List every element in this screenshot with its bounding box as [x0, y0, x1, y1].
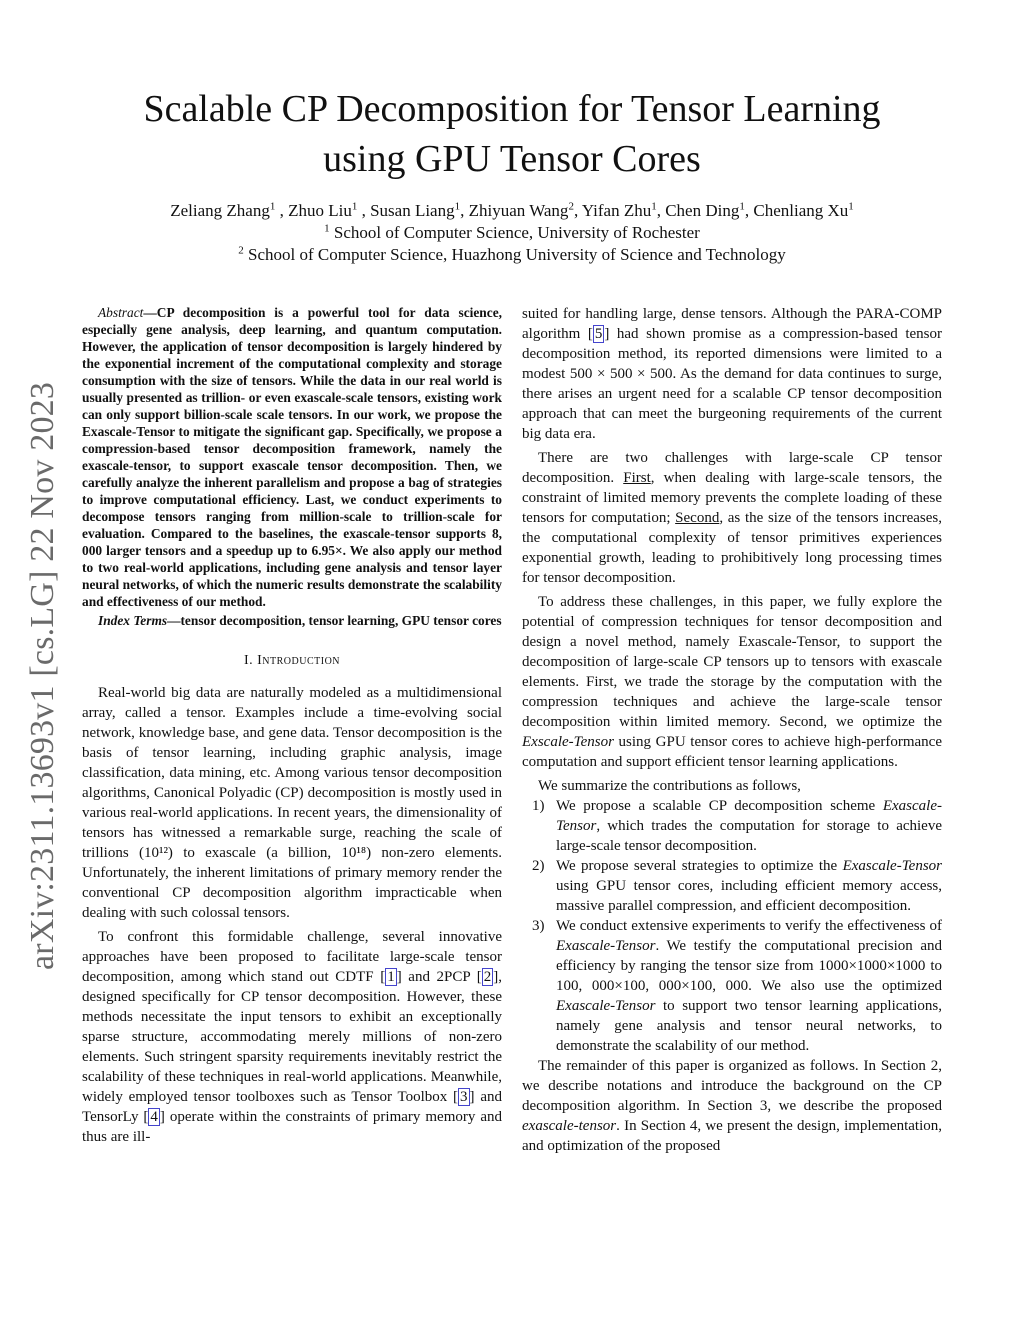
list-number: 1): [532, 798, 545, 814]
paragraph-text: There are two challenges with large-scale CP tensor decomposition.: [522, 450, 942, 486]
paragraph-text: , as the size of the tensors increases, the computational complexity of tensor primitives experiences exponential growth, leading to prohibitively long processing times for tensor decomposition.: [522, 510, 942, 586]
paragraph-text: The remainder of this paper is organized as follows. In Section 2, we describe notations and introduce the background on the CP decomposition algorithm. In Section 3, we describe the proposed: [522, 1058, 942, 1114]
intro-paragraph-6: [522, 1056, 942, 1156]
item-text: We propose several strategies to optimize the: [556, 858, 843, 874]
underlined-first: First: [623, 470, 651, 486]
contribution-item: [522, 916, 942, 1056]
abstract-text: —CP decomposition is a powerful tool for data science, especially gene analysis, deep learning, and quantum computation. However, the application of tensor decomposition is largely hindered by the exponential increment of the computational complexity and storage consumption with the size of tensors. While the data in our real world is usually presented as trillion- or even exascale-scale tensors, existing work can only support billion-scale scale tensors. In our work, we propose the Exascale-Tensor to mitigate the significant gap. Specifically, we propose a compression-based tensor decomposition framework, namely the exascale-tensor, to support exascale tensor decomposition. Then, we carefully analyze the inherent parallelism and propose a bag of strategies to improve computational efficiency. Last, we conduct experiments to decompose tensors ranging from million-scale to trillion-scale for evaluation. Compared to the baselines, the exascale-tensor supports 8, 000 larger tensors and a speedup up to 6.95×. We also apply our method to two real-world applications, including gene analysis and tensor layer neural networks, of which the numeric results demonstrate the scalability and effectiveness of our method.: [82, 305, 502, 609]
citation-link[interactable]: 1: [387, 969, 395, 985]
affiliation-1: [40, 222, 984, 244]
author-name: Chen Ding: [665, 201, 740, 220]
citation-link[interactable]: 4: [150, 1109, 158, 1125]
list-number: 3): [532, 918, 545, 934]
author-name: Susan Liang: [370, 201, 455, 220]
method-name: Exscale-Tensor: [522, 734, 614, 750]
paragraph-text: suited for handling large, dense tensors. Although the PARA-COMP algorithm: [522, 306, 942, 342]
citation-link[interactable]: 5: [594, 326, 603, 342]
intro-paragraph-2: To confront this formidable challenge, several innovative approaches have been proposed to facilitate large-scale tensor decomposition, among which stand out CDTF [ 1 ] and 2PCP [ 2 ], designed specifically for CP tensor decomposition. However, these methods necessitate the input tensors to exhibit an exceptionally sparse structure, accommodating merely millions of non-zero elements. Such stringent sparsity requirements inevitably restrict the scalability of these techniques in real-world applications. Meanwhile, widely employed tensor toolboxes such as Tensor Toolbox [ 3 ] and TensorLy [ 4 ] operate within the constraints of primary memory and thus are ill-: [82, 929, 502, 1145]
underlined-second: Second: [675, 510, 720, 526]
method-name: exascale-tensor: [522, 1118, 617, 1134]
arxiv-identifier-stamp: arXiv:2311.13693v1 [cs.LG] 22 Nov 2023: [24, 381, 61, 970]
author-affiliation-mark: 1: [848, 200, 854, 213]
abstract-label: Abstract: [98, 305, 144, 320]
item-text: , which trades the computation for storage to achieve large-scale tensor decomposition.: [556, 818, 942, 854]
intro-paragraph-4: [522, 448, 942, 588]
item-text: We conduct extensive experiments to verify the effectiveness of: [556, 918, 942, 934]
affiliation-text: School of Computer Science, Huazhong University of Science and Technology: [248, 245, 786, 264]
paragraph-text: To address these challenges, in this paper, we fully explore the potential of compression techniques for tensor decomposition and design a novel method, namely Exascale-Tensor, to support the decomposition of large-scale CP tensors up to tensors with exascale elements. First, we trade the storage by the computation with the compression techniques and achieve the large-scale tensor decomposition within limited memory. Second, we optimize the: [522, 594, 942, 730]
title-line-1: Scalable CP Decomposition for Tensor Learning: [143, 88, 881, 130]
author-affiliation-mark: 2: [568, 200, 574, 213]
affiliation-2: [40, 244, 984, 266]
left-column: [82, 304, 502, 1147]
list-number: 2): [532, 858, 545, 874]
author-name: Zhiyuan Wang: [468, 201, 569, 220]
paragraph-text: and TensorLy: [82, 1089, 502, 1125]
author-affiliation-mark: 1: [739, 200, 745, 213]
intro-paragraph-1: Real-world big data are naturally modeled as a multidimensional array, called a tensor. Examples include a time-evolving social network, knowledge base, and gene data. Tensor decomposition is the basis of tensor learning, including graphic analysis, image classification, data mining, etc. Among various tensor decomposition algorithms, Canonical Polyadic (CP) decomposition is mostly used in various real-world applications. In recent years, the dimensionality of tensors has witnessed a remarkable surge, reaching the scale of trillions (10¹²) to exascale (a billion, 10¹⁸) non-zero elements. Unfortunately, the inherent limitations of primary memory render the conventional CP decomposition algorithm impracticable when dealing with such colossal tensors.: [82, 685, 502, 921]
item-text: to support two tensor learning applications, namely gene analysis and tensor neural networks, to demonstrate the scalability of our method.: [556, 998, 942, 1054]
author-affiliation-mark: 1: [651, 200, 657, 213]
section-heading-introduction: I. Introduction: [243, 653, 341, 668]
paragraph-text: , when dealing with large-scale tensors, the constraint of limited memory prevents the complete loading of these tensors for computation;: [522, 470, 942, 526]
author-name: Zeliang Zhang: [170, 201, 270, 220]
index-terms-text: —tensor decomposition, tensor learning, GPU tensor cores: [167, 613, 502, 628]
contributions-list: [522, 796, 942, 1056]
contribution-item: [522, 796, 942, 856]
author-name: Chenliang Xu: [753, 201, 849, 220]
author-name: Zhuo Liu: [288, 201, 352, 220]
author-name: Yifan Zhu: [581, 201, 652, 220]
item-text: We propose a scalable CP decomposition scheme: [556, 798, 883, 814]
paragraph-text: and 2PCP: [401, 969, 477, 985]
intro-paragraph-5: [522, 592, 942, 772]
affiliation-text: School of Computer Science, University of Rochester: [333, 223, 700, 242]
contributions-intro: We summarize the contributions as follows,: [538, 778, 801, 794]
author-list: Zeliang Zhang$^1$ , Zhuo Liu$^1$ , Susan Liang$^1$, Zhiyuan Wang$^2$, Yifan Zhu$^1$, Chen Ding$^1$, Chenliang Xu$^1$: [170, 200, 854, 220]
method-name: Exascale-Tensor: [842, 858, 942, 874]
right-column: [522, 304, 942, 1156]
citation-link[interactable]: 2: [483, 969, 492, 985]
affiliation-number: 2: [238, 244, 244, 257]
method-name: Exascale-Tensor: [556, 938, 656, 954]
item-text: . We testify the computational precision and efficiency by ranging the tensor size from 1000×1000×1000 to 100, 000×100, 000×100, 000. We also use the optimized: [556, 938, 942, 994]
contribution-item: [522, 856, 942, 916]
index-terms-label: Index Terms: [98, 613, 168, 628]
author-affiliation-mark: 1: [269, 200, 276, 213]
paragraph-text: had shown promise as a compression-based tensor decomposition method, its reported dimensions were limited to a modest 500 × 500 × 500. As the demand for data continues to surge, there arises an urgent need for a scalable CP tensor decomposition approach that can meet the burgeoning requirements of the current big data era.: [522, 326, 942, 442]
title-line-2: using GPU Tensor Cores: [323, 138, 701, 180]
method-name: Exascale-Tensor: [556, 798, 942, 834]
author-affiliation-mark: 1: [351, 200, 358, 213]
author-affiliation-mark: 1: [454, 200, 461, 213]
intro-paragraph-3: suited for handling large, dense tensors. Although the PARA-COMP algorithm [ 5 ] had shown promise as a compression-based tensor decomposition method, its reported dimensions were limited to a modest 500 × 500 × 500. As the demand for data continues to surge, there arises an urgent need for a scalable CP tensor decomposition approach that can meet the burgeoning requirements of the current big data era.: [522, 306, 942, 442]
paragraph-text: . In Section 4, we present the design, implementation, and optimization of the proposed: [522, 1118, 942, 1154]
method-name: Exascale-Tensor: [556, 998, 656, 1014]
abstract: [82, 304, 502, 610]
author-block: [40, 200, 984, 266]
index-terms: [82, 612, 502, 629]
paragraph-text: operate within the constraints of primary memory and thus are ill-: [82, 1109, 502, 1145]
paragraph-text: using GPU tensor cores to achieve high-performance computation and support efficient tensor learning applications.: [522, 734, 942, 770]
affiliation-number: 1: [324, 222, 330, 235]
paragraph-text: To confront this formidable challenge, several innovative approaches have been proposed to facilitate large-scale tensor decomposition, among which stand out CDTF: [82, 929, 502, 985]
citation-link[interactable]: 3: [460, 1089, 468, 1105]
paper-title: [60, 84, 964, 184]
item-text: using GPU tensor cores, including efficient memory access, massive parallel compression, and efficient decomposition.: [556, 878, 942, 914]
paragraph-text: , designed specifically for CP tensor decomposition. However, these methods necessitate the input tensors to exhibit an exceptionally sparse structure, accommodating merely millions of non-zero elements. Such stringent sparsity requirements inevitably restrict the scalability of these techniques in real-world applications. Meanwhile, widely employed tensor toolboxes such as Tensor Toolbox: [82, 969, 502, 1105]
